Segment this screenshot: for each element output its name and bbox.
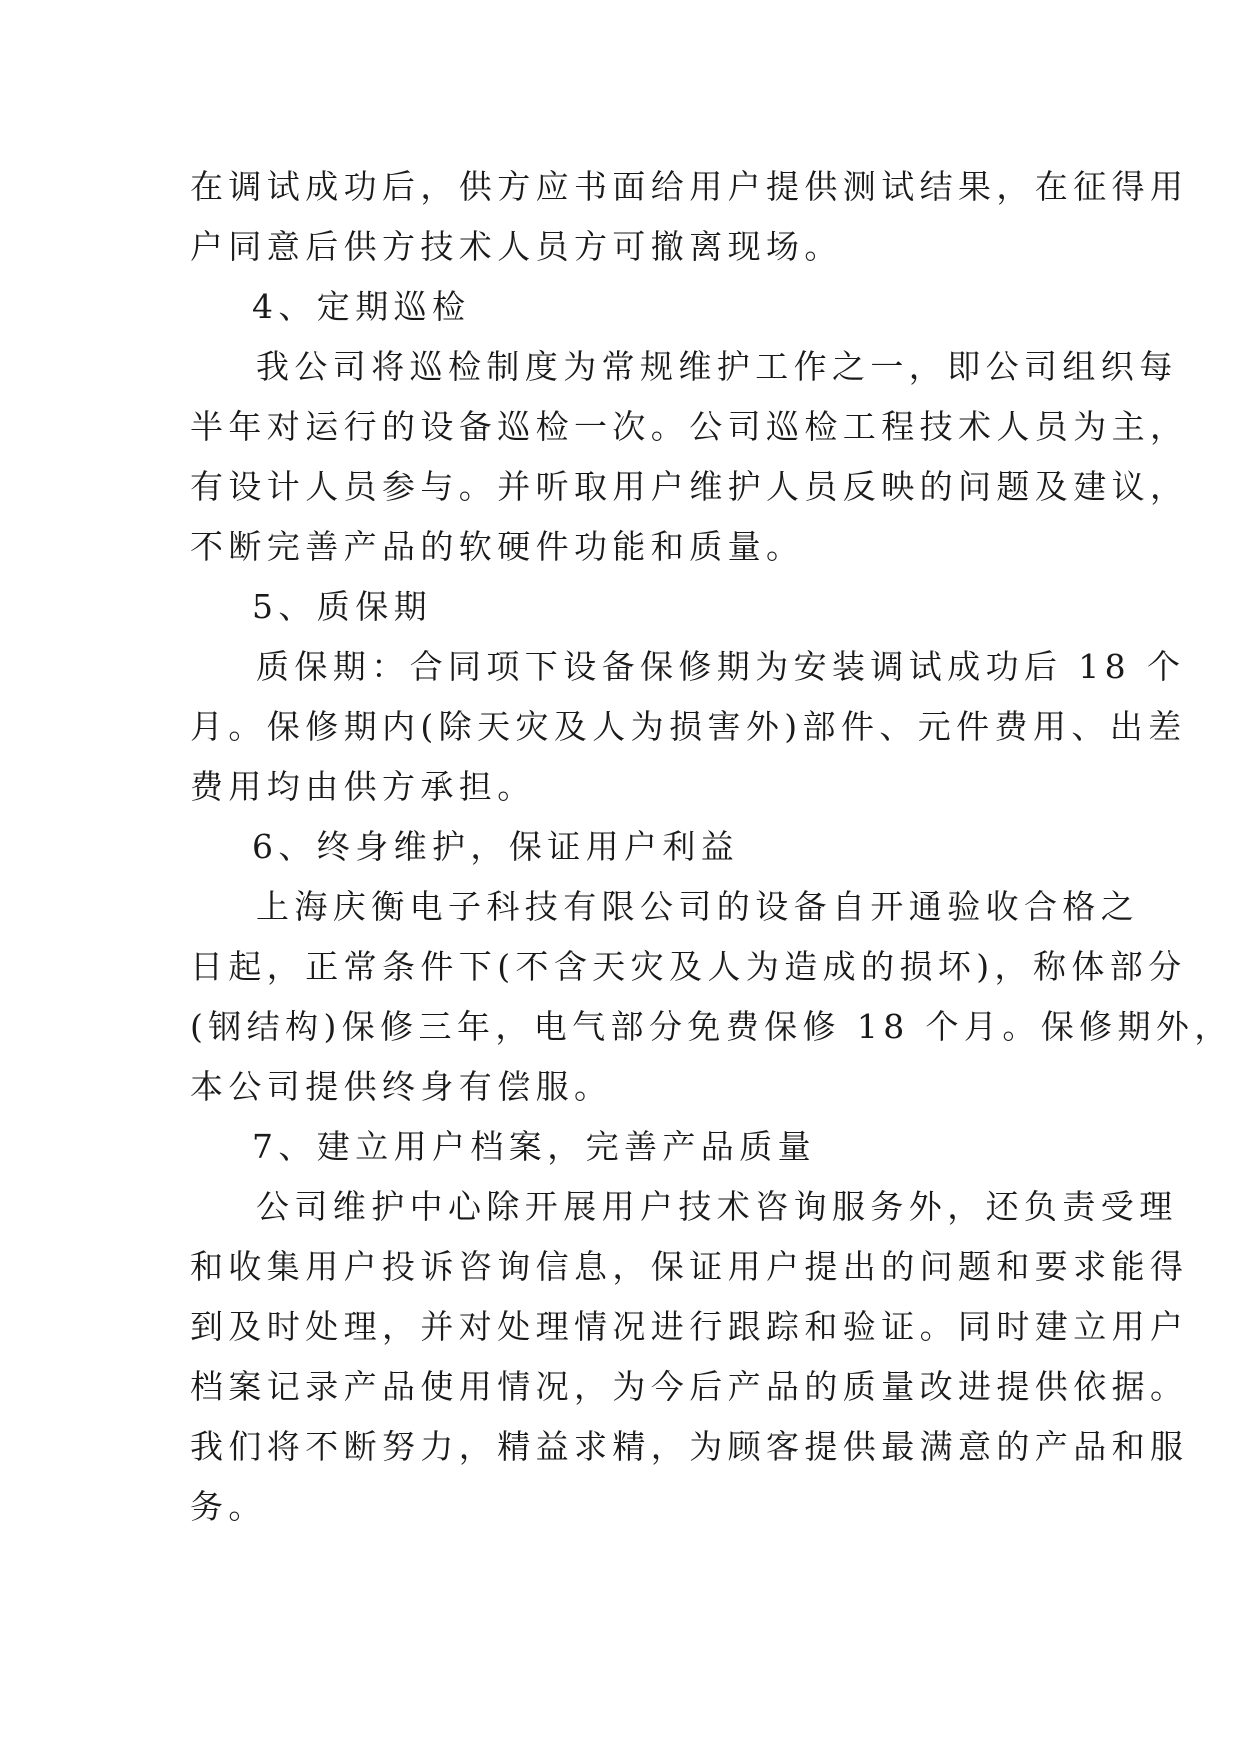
- text-line: 上海庆衡电子科技有限公司的设备自开通验收合格之: [256, 887, 1140, 926]
- text-line: 半年对运行的设备巡检一次。公司巡检工程技术人员为主，: [190, 407, 1189, 446]
- text-line: 我们将不断努力，精益求精，为顾客提供最满意的产品和服: [190, 1427, 1189, 1466]
- text-line: 不断完善产品的软硬件功能和质量。: [190, 527, 805, 566]
- document-body: [190, 157, 1233, 1537]
- text-line: 公司维护中心除开展用户技术咨询服务外，还负责受理: [256, 1187, 1178, 1226]
- text-line: 有设计人员参与。并听取用户维护人员反映的问题及建议，: [190, 467, 1189, 506]
- paragraph-user-records: [190, 1177, 1189, 1537]
- text-line: 户同意后供方技术人员方可撤离现场。: [190, 227, 843, 266]
- text-line: 我公司将巡检制度为常规维护工作之一，即公司组织每: [256, 347, 1178, 386]
- text-line: 档案记录产品使用情况，为今后产品的质量改进提供依据。: [190, 1367, 1189, 1406]
- text-line: 到及时处理，并对处理情况进行跟踪和验证。同时建立用户: [190, 1307, 1189, 1346]
- paragraph-test-results: [190, 157, 1189, 277]
- text-line: 和收集用户投诉咨询信息，保证用户提出的问题和要求能得: [190, 1247, 1189, 1286]
- text-line: 务。: [190, 1487, 267, 1526]
- text-line: 日起，正常条件下(不含天灾及人为造成的损坏)，称体部分: [190, 947, 1187, 986]
- paragraph-warranty: [190, 637, 1187, 817]
- text-line: 在调试成功后，供方应书面给用户提供测试结果，在征得用: [190, 167, 1189, 206]
- text-line: 费用均由供方承担。: [190, 767, 536, 806]
- paragraph-inspection: [190, 337, 1189, 577]
- section-heading-user-records: 7、建立用户档案，完善产品质量: [252, 1127, 816, 1166]
- section-heading-lifetime-maintenance: 6、终身维护，保证用户利益: [252, 827, 740, 866]
- text-line: 本公司提供终身有偿服。: [190, 1067, 613, 1106]
- section-heading-warranty: 5、质保期: [252, 587, 432, 626]
- text-line: 质保期：合同项下设备保修期为安装调试成功后 18 个: [256, 647, 1186, 686]
- text-line: (钢结构)保修三年，电气部分免费保修 18 个月。保修期外，: [190, 1007, 1233, 1046]
- text-line: 月。保修期内(除天灾及人为损害外)部件、元件费用、出差: [190, 707, 1187, 746]
- paragraph-lifetime-maintenance: [190, 877, 1233, 1117]
- section-heading-inspection: 4、定期巡检: [252, 287, 471, 326]
